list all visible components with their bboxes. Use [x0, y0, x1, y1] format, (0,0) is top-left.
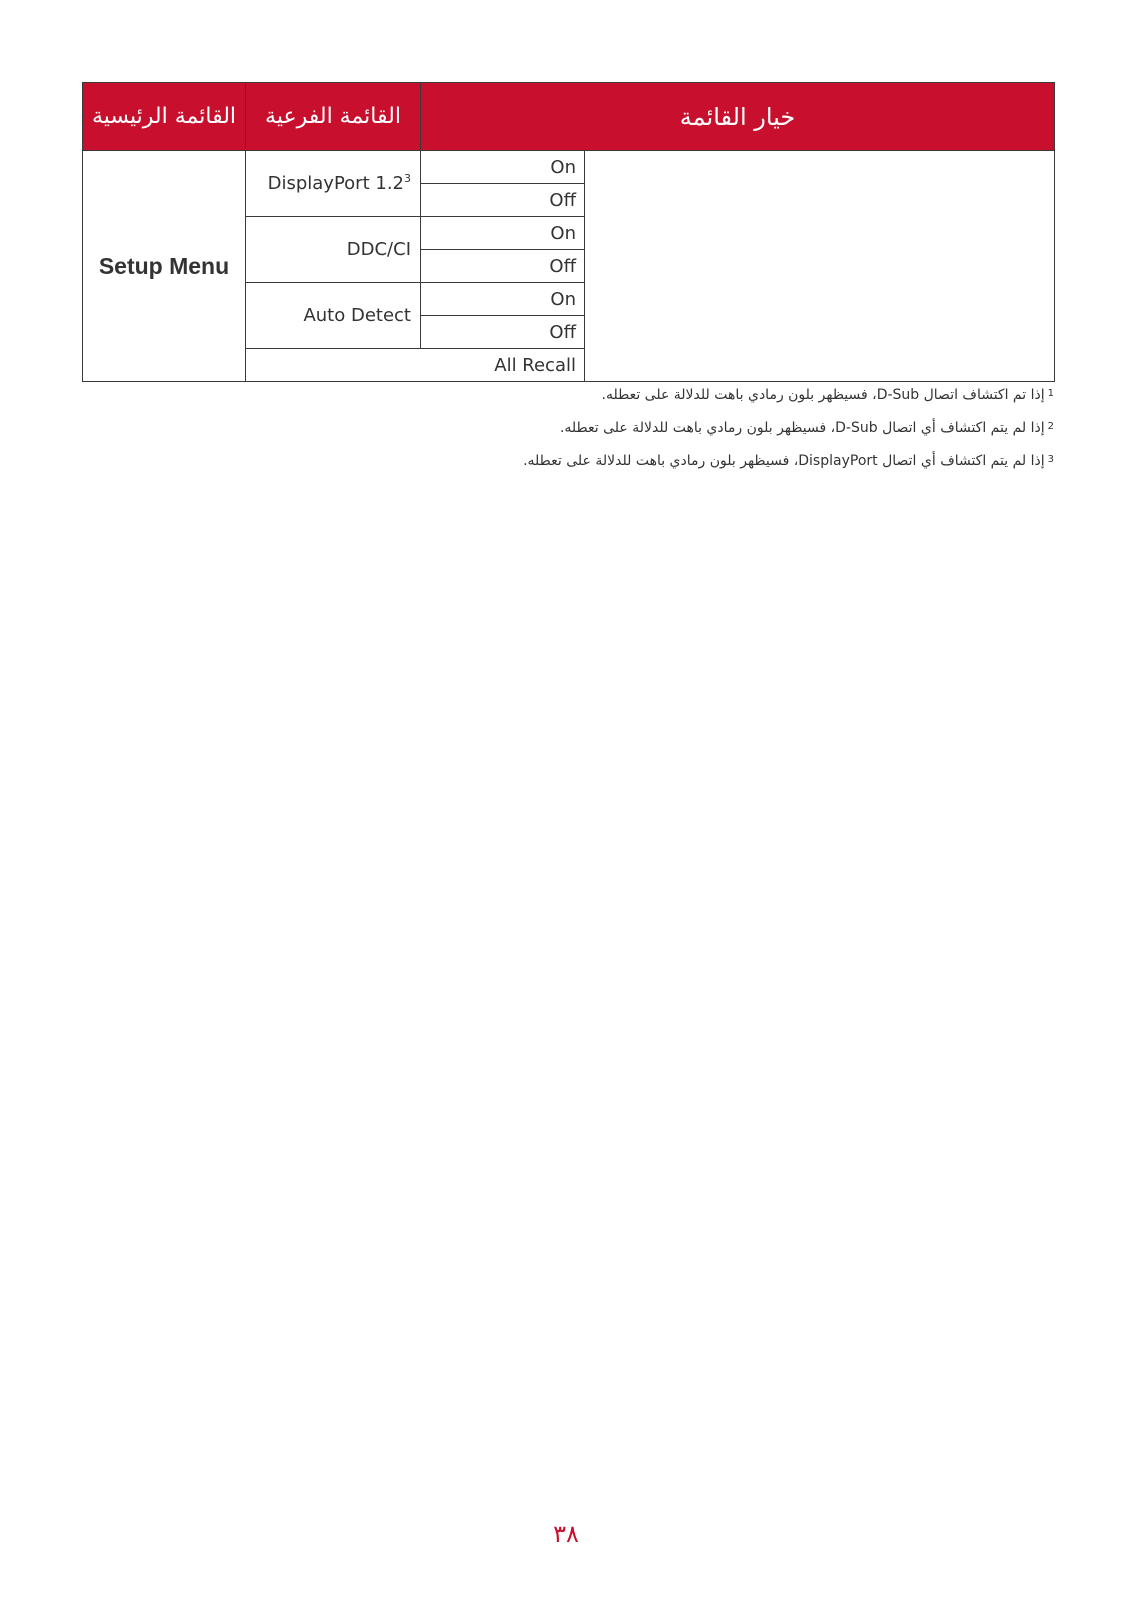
header-sub-menu: القائمة الفرعية	[246, 83, 421, 151]
option-off: Off	[421, 316, 585, 349]
header-menu-option: خيار القائمة	[421, 83, 1055, 151]
option-on: On	[421, 217, 585, 250]
option-off: Off	[421, 250, 585, 283]
option-on: On	[421, 151, 585, 184]
footnote-2: $^2$إذا لم يتم اكتشاف أي اتصال D-Sub، فسيظهر بلون رمادي باهت للدلالة على تعطله.	[559, 420, 1054, 436]
sub-menu-ddcci: DDC/CI	[246, 217, 421, 283]
page-number: ٣٨	[553, 1520, 579, 1548]
sub-menu-auto-detect: Auto Detect	[246, 283, 421, 349]
footnote-3: $^3$إذا لم يتم اكتشاف أي اتصال DisplayPort، فسيظهر بلون رمادي باهت للدلالة على تعطله.	[523, 453, 1054, 469]
header-main-menu: القائمة الرئيسية	[83, 83, 246, 151]
footnote-ref: 3	[404, 172, 411, 185]
option-on: On	[421, 283, 585, 316]
settings-table	[82, 82, 1055, 382]
footnote-1: $^1$إذا تم اكتشاف اتصال D-Sub، فسيظهر بلون رمادي باهت للدلالة على تعطله.	[601, 387, 1054, 403]
table-row	[83, 151, 1055, 184]
main-menu-cell: Setup Menu	[83, 151, 246, 382]
description-cell	[585, 151, 1055, 382]
option-off: Off	[421, 184, 585, 217]
table-header-row	[83, 83, 1055, 151]
footnotes	[354, 386, 1054, 485]
sub-menu-label: DisplayPort 1.2	[267, 173, 404, 194]
sub-menu-displayport	[246, 151, 421, 217]
all-recall-cell: All Recall	[246, 349, 585, 382]
